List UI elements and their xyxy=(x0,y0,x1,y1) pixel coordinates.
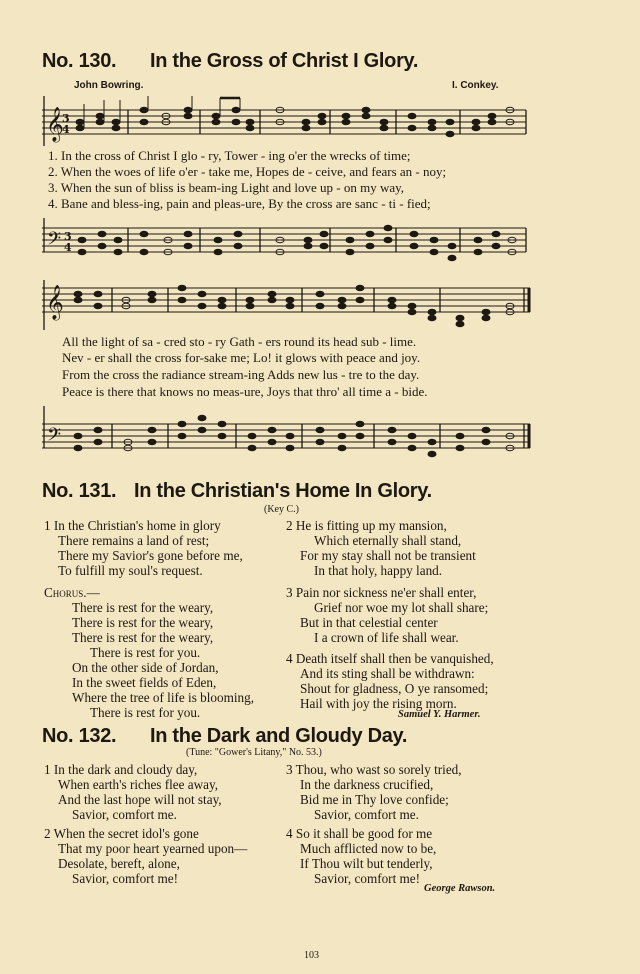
hymn-132-number: No. 132. xyxy=(42,725,117,747)
system2-lyric-line-2: Nev - er shall the cross for-sake me; Lo! it glows with peace and joy. xyxy=(62,350,421,365)
verse-line: There is rest for you. xyxy=(90,705,201,720)
hymn-130-composer: I. Conkey. xyxy=(452,80,499,91)
hymn-130-lyricist: John Bowring. xyxy=(74,80,144,91)
hymn-131-chorus xyxy=(44,585,254,720)
hymn-131-number: No. 131. xyxy=(42,480,117,502)
verse-line: Which eternally shall stand, xyxy=(314,533,462,548)
hymn-132-verse-3 xyxy=(286,762,462,822)
verse-line: Savior, comfort me! xyxy=(314,871,421,886)
verse-line: To fulfill my soul's request. xyxy=(58,563,203,578)
verse-line: 4 So it shall be good for me xyxy=(286,826,433,841)
chorus-label: Chorus.— xyxy=(44,585,100,600)
verse-line: 4 Death itself shall then be vanquished, xyxy=(286,651,494,666)
svg-text:4: 4 xyxy=(62,123,70,136)
verse-line: Grief nor woe my lot shall share; xyxy=(314,600,489,615)
system1-treble-staff xyxy=(40,96,530,146)
svg-text:3: 3 xyxy=(64,230,72,243)
verse-line: Hail with joy the rising morn. xyxy=(300,696,457,711)
svg-text:𝄢: 𝄢 xyxy=(47,229,62,254)
verse-line: 3 Pain nor sickness ne'er shall enter, xyxy=(286,585,477,600)
verse-line: 2 When the secret idol's gone xyxy=(44,826,199,841)
verse-line: I a crown of life shall wear. xyxy=(314,630,459,645)
verse-line: 3 Thou, who wast so sorely tried, xyxy=(286,762,462,777)
verse-line: Bid me in Thy love confide; xyxy=(300,792,449,807)
system1-lyric-line-2: 2. When the woes of life o'er - take me, Hopes de - ceive, and fears an - noy; xyxy=(48,164,447,179)
verse-line: 1 In the dark and cloudy day, xyxy=(44,762,198,777)
hymn-132-verse-2 xyxy=(44,826,247,886)
verse-line: 1 In the Christian's home in glory xyxy=(44,518,221,533)
verse-line: Savior, comfort me. xyxy=(314,807,419,822)
system1-bass-staff xyxy=(40,218,530,268)
system2-bass-staff xyxy=(40,406,534,462)
verse-line: In the sweet fields of Eden, xyxy=(72,675,217,690)
hymn-132-author: George Rawson. xyxy=(424,883,496,894)
verse-line: For my stay shall not be transient xyxy=(300,548,476,563)
hymn-130-title: In the Gross of Christ I Glory. xyxy=(150,50,419,72)
system1-lyric-line-1: 1. In the cross of Christ I glo - ry, Tower - ing o'er the wrecks of time; xyxy=(48,148,411,163)
verse-line: But in that celestial center xyxy=(300,615,438,630)
verse-line: Savior, comfort me! xyxy=(72,871,179,886)
verse-line: Shout for gladness, O ye ransomed; xyxy=(300,681,489,696)
verse-line: When earth's riches flee away, xyxy=(58,777,219,792)
hymn-131-key: (Key C.) xyxy=(264,504,299,515)
system2-lyric-line-4: Peace is there that knows no meas-ure, Joys that thro' all time a - bide. xyxy=(62,384,428,399)
verse-line: Savior, comfort me. xyxy=(72,807,177,822)
verse-line: There is rest for the weary, xyxy=(72,615,214,630)
hymn-132-verse-1 xyxy=(44,762,222,822)
system2-treble-staff xyxy=(40,280,534,330)
verse-line: Desolate, bereft, alone, xyxy=(58,856,180,871)
svg-text:𝄢: 𝄢 xyxy=(47,425,62,450)
verse-line: There my Savior's gone before me, xyxy=(58,548,243,563)
system2-lyric-line-1: All the light of sa - cred sto - ry Gath - ers round its head sub - lime. xyxy=(62,334,417,349)
page-number: 103 xyxy=(304,950,319,961)
verse-line: And its sting shall be withdrawn: xyxy=(300,666,475,681)
hymn-131-author: Samuel Y. Harmer. xyxy=(398,709,481,720)
system2-lyric-line-3: From the cross the radiance stream-ing Adds new lus - tre to the day. xyxy=(62,367,420,382)
system1-lyric-line-4: 4. Bane and bless-ing, pain and pleas-ure, By the cross are sanc - ti - fied; xyxy=(48,196,431,211)
verse-line: There is rest for you. xyxy=(90,645,201,660)
hymn-132-title: In the Dark and Gloudy Day. xyxy=(150,725,408,747)
svg-text:4: 4 xyxy=(64,241,72,254)
hymn-132-tune: (Tune: "Gower's Litany," No. 53.) xyxy=(186,747,322,758)
verse-line: Much afflicted now to be, xyxy=(300,841,437,856)
hymn-131-verse-4 xyxy=(286,651,494,711)
svg-text:𝄞: 𝄞 xyxy=(46,285,64,320)
hymn-131-verse-3 xyxy=(286,585,488,645)
system1-lyric-line-3: 3. When the sun of bliss is beam-ing Light and love up - on my way, xyxy=(48,180,405,195)
verse-line: Where the tree of life is blooming, xyxy=(72,690,254,705)
hymn-131-title: In the Christian's Home In Glory. xyxy=(134,480,432,502)
verse-line: In that holy, happy land. xyxy=(314,563,443,578)
verse-line: That my poor heart yearned upon— xyxy=(58,841,248,856)
hymn-130-number: No. 130. xyxy=(42,50,117,72)
verse-line: On the other side of Jordan, xyxy=(72,660,219,675)
verse-line: There remains a land of rest; xyxy=(58,533,210,548)
verse-line: There is rest for the weary, xyxy=(72,630,214,645)
hymn-131-verse-1 xyxy=(44,518,243,578)
verse-line: 2 He is fitting up my mansion, xyxy=(286,518,447,533)
verse-line: In the darkness crucified, xyxy=(300,777,434,792)
verse-line: And the last hope will not stay, xyxy=(58,792,222,807)
verse-line: If Thou wilt but tenderly, xyxy=(300,856,433,871)
hymn-131-verse-2 xyxy=(286,518,476,578)
svg-text:3: 3 xyxy=(62,112,70,125)
hymn-132-verse-4 xyxy=(286,826,436,886)
svg-text:𝄞: 𝄞 xyxy=(46,107,64,142)
verse-line: There is rest for the weary, xyxy=(72,600,214,615)
